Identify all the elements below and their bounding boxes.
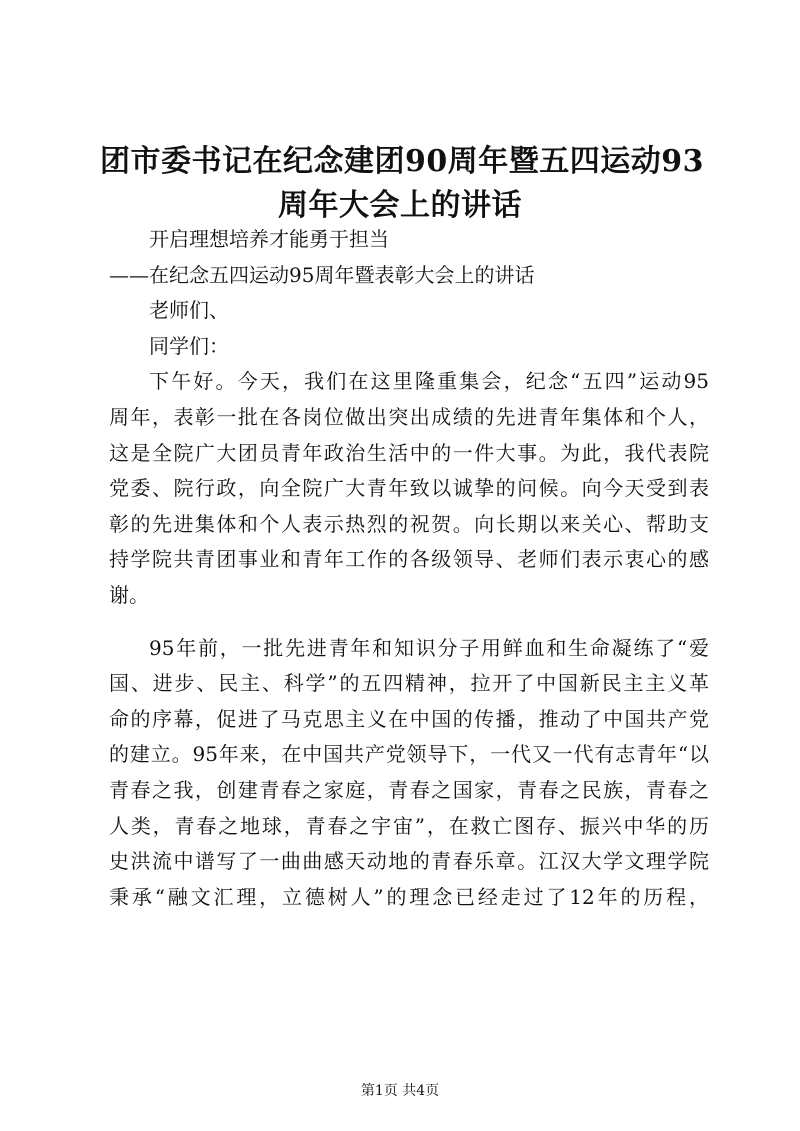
speech-title: 开启理想培养才能勇于担当 (149, 227, 389, 251)
paragraph-line: 95年前，一批先进青年和知识分子用鲜血和生命凝练了“爱 (149, 635, 709, 660)
title-line: 周年大会上的讲话 (278, 188, 522, 223)
paragraph-line: 命的序幕，促进了马克思主义在中国的传播，推动了中国共产党 (109, 706, 709, 731)
paragraph-gap (109, 614, 709, 631)
paragraph-line: 史洪流中谱写了一曲曲感天动地的青春乐章。江汉大学文理学院 (109, 849, 709, 874)
page-footer: 第1页 共4页 (360, 1083, 440, 1099)
paragraph-line: 人类，青春之地球，青春之宇宙”，在救亡图存、振兴中华的历 (109, 813, 709, 838)
speech-subtitle: ——在纪念五四运动95周年暨表彰大会上的讲话 (109, 262, 535, 287)
document-body (109, 222, 709, 915)
paragraph-line: 党委、院行政，向全院广大青年致以诚挚的问候。向今天受到表 (109, 476, 709, 501)
paragraph-line: 这是全院广大团员青年政治生活中的一件大事。为此，我代表院 (109, 440, 709, 465)
paragraph-line: 青春之我，创建青春之家庭，青春之国家，青春之民族，青春之 (109, 777, 709, 802)
paragraph-line: 彰的先进集体和个人表示热烈的祝贺。向长期以来关心、帮助支 (109, 511, 709, 536)
salutation-students: 同学们： (149, 333, 229, 358)
salutation-teachers: 老师们、 (149, 298, 229, 323)
paragraph-line: 下午好。今天，我们在这里隆重集会，纪念“五四”运动95 (149, 369, 709, 394)
paragraph-line: 的建立。95年来，在中国共产党领导下，一代又一代有志青年“以 (109, 742, 709, 767)
paragraph-line: 谢。 (109, 582, 149, 607)
paragraph-line: 持学院共青团事业和青年工作的各级领导、老师们表示衷心的感 (109, 547, 709, 572)
paragraph-1 (109, 364, 709, 613)
paragraph-2 (109, 631, 709, 916)
paragraph-line: 国、进步、民主、科学”的五四精神，拉开了中国新民主主义革 (109, 671, 709, 696)
document-title (100, 140, 704, 228)
paragraph-line: 周年，表彰一批在各岗位做出突出成绩的先进青年集体和个人， (109, 404, 709, 429)
paragraph-line: 秉承“融文汇理，立德树人”的理念已经走过了12年的历程， (109, 884, 709, 909)
title-line: 团市委书记在纪念建团90周年暨五四运动93 (100, 144, 704, 179)
